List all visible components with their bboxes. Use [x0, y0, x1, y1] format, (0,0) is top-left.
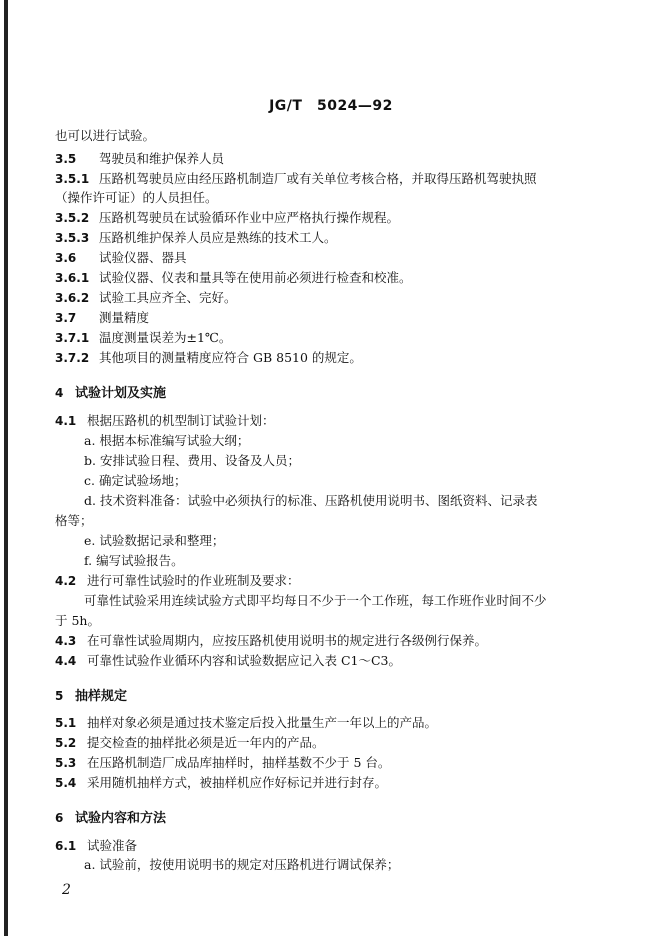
clause-line: 5.1 抽样对象必须是通过技术鉴定后投入批量生产一年以上的产品。	[55, 715, 438, 730]
scan-border	[4, 0, 8, 936]
clause-line: 4.4 可靠性试验作业循环内容和试验数据应记入表 C1～C3。	[55, 653, 402, 668]
clause-line: 3.6.1 试验仪器、仪表和量具等在使用前必须进行检查和校准。	[55, 270, 412, 285]
list-item: f. 编写试验报告。	[84, 553, 184, 568]
text-line: 格等；	[55, 513, 93, 528]
clause-line: 4.1 根据压路机的机型制订试验计划：	[55, 413, 275, 428]
chapter-heading: 4 试验计划及实施	[55, 386, 167, 401]
list-item: c. 确定试验场地；	[84, 473, 187, 488]
clause-line: 3.5.3 压路机维护保养人员应是熟练的技术工人。	[55, 230, 337, 245]
section-heading: 3.6 试验仪器、器具	[55, 250, 187, 265]
page-number: 2	[62, 882, 71, 898]
list-item: e. 试验数据记录和整理；	[84, 533, 225, 548]
clause-line: 3.7.1 温度测量误差为±1℃。	[55, 330, 232, 345]
page-header: JG/T 5024—92	[269, 98, 393, 114]
text-line: 也可以进行试验。	[55, 128, 156, 143]
text-line: （操作许可证）的人员担任。	[55, 190, 218, 205]
clause-line: 3.5.1 压路机驾驶员应由经压路机制造厂或有关单位考核合格，并取得压路机驾驶执照	[55, 171, 537, 186]
chapter-heading: 6 试验内容和方法	[55, 811, 167, 826]
chapter-heading: 5 抽样规定	[55, 689, 128, 704]
clause-line: 5.2 提交检查的抽样批必须是近一年内的产品。	[55, 735, 325, 750]
section-heading: 3.7 测量精度	[55, 310, 150, 325]
list-item: a. 试验前，按使用说明书的规定对压路机进行调试保养；	[84, 857, 400, 872]
text-line: 可靠性试验采用连续试验方式即平均每日不少于一个工作班，每工作班作业时间不少	[84, 593, 547, 608]
clause-line: 3.5.2 压路机驾驶员在试验循环作业中应严格执行操作规程。	[55, 210, 400, 225]
clause-line: 5.3 在压路机制造厂成品库抽样时，抽样基数不少于 5 台。	[55, 755, 391, 770]
clause-line: 5.4 采用随机抽样方式，被抽样机应作好标记并进行封存。	[55, 775, 388, 790]
clause-line: 3.7.2 其他项目的测量精度应符合 GB 8510 的规定。	[55, 350, 362, 365]
clause-line: 4.3 在可靠性试验周期内，应按压路机使用说明书的规定进行各级例行保养。	[55, 633, 488, 648]
list-item: d. 技术资料准备：试验中必须执行的标准、压路机使用说明书、图纸资料、记录表	[84, 493, 538, 508]
text-line: 于 5h。	[55, 613, 100, 628]
section-heading: 3.5 驾驶员和维护保养人员	[55, 151, 225, 166]
clause-line: 3.6.2 试验工具应齐全、完好。	[55, 290, 237, 305]
list-item: a. 根据本标准编写试验大纲；	[84, 433, 250, 448]
section-heading: 6.1 试验准备	[55, 838, 138, 853]
list-item: b. 安排试验日程、费用、设备及人员；	[84, 453, 300, 468]
clause-line: 4.2 进行可靠性试验时的作业班制及要求：	[55, 573, 300, 588]
